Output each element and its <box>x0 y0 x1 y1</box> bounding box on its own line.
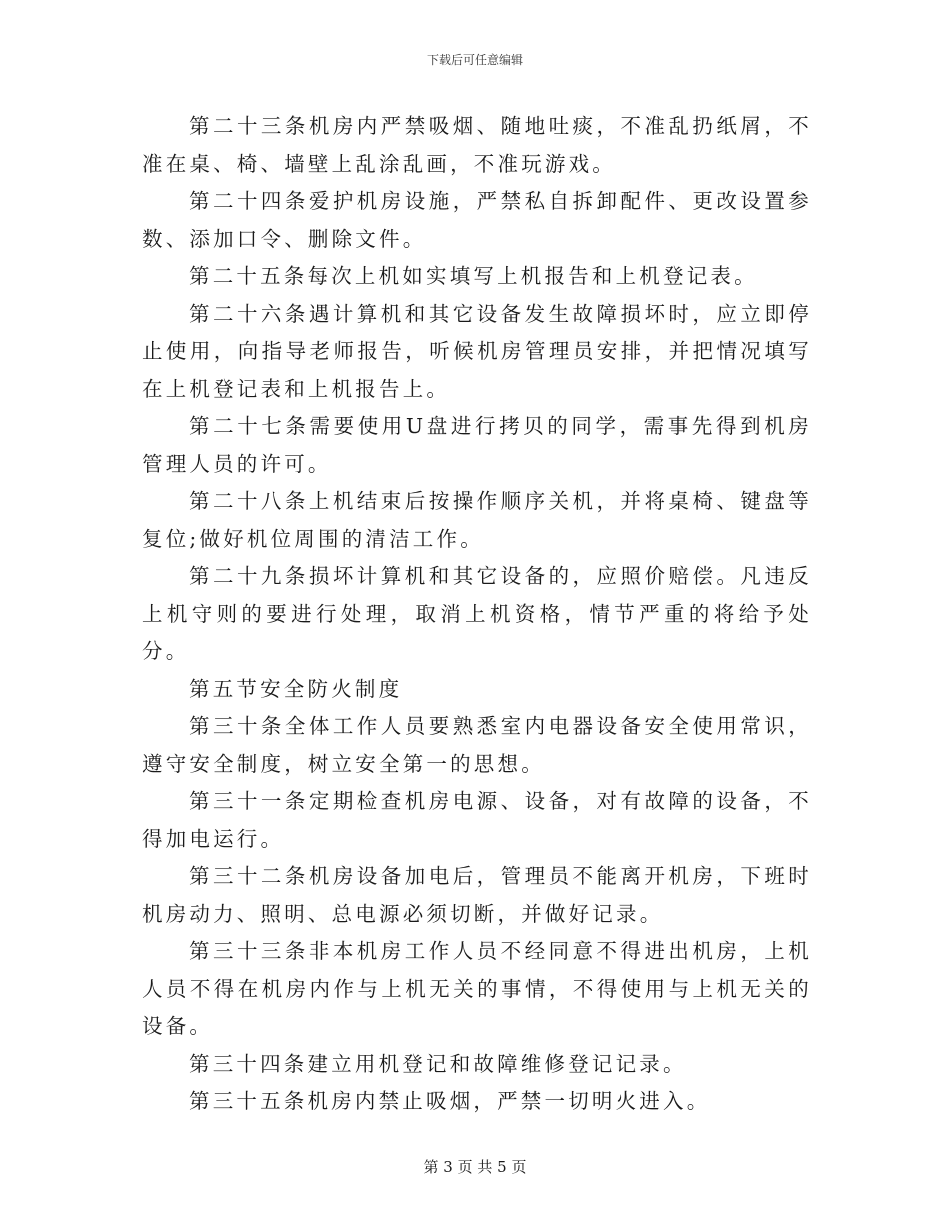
rule-29-paragraph: 第二十九条损坏计算机和其它设备的，应照价赔偿。凡违反上机守则的要进行处理，取消上机资格，情节严重的将给予处分。 <box>142 564 812 663</box>
rule-27-paragraph: 第二十七条需要使用U盘进行拷贝的同学，需事先得到机房管理人员的许可。 <box>142 414 812 476</box>
rule-30-paragraph: 第三十条全体工作人员要熟悉室内电器设备安全使用常识，遵守安全制度，树立安全第一的思想。 <box>142 714 812 776</box>
rule-34-paragraph: 第三十四条建立用机登记和故障维修登记记录。 <box>189 1051 687 1076</box>
rule-33-paragraph: 第三十三条非本机房工作人员不经同意不得进出机房，上机人员不得在机房内作与上机无关的事情，不得使用与上机无关的设备。 <box>142 939 812 1038</box>
page-number-footer: 第 3 页 共 5 页 <box>423 1158 527 1176</box>
rule-25-paragraph: 第二十五条每次上机如实填写上机报告和上机登记表。 <box>189 264 758 288</box>
rule-26-paragraph: 第二十六条遇计算机和其它设备发生故障损坏时，应立即停止使用，向指导老师报告，听候机房管理员安排，并把情况填写在上机登记表和上机报告上。 <box>142 301 812 401</box>
rule-28-paragraph: 第二十八条上机结束后按操作顺序关机，并将桌椅、键盘等复位;做好机位周围的清洁工作。 <box>142 489 812 551</box>
section-heading: 第五节安全防火制度 <box>189 676 403 701</box>
document-body <box>142 108 812 1121</box>
rule-35-paragraph: 第三十五条机房内禁止吸烟，严禁一切明火进入。 <box>189 1089 711 1113</box>
rule-31-paragraph: 第三十一条定期检查机房电源、设备，对有故障的设备，不得加电运行。 <box>142 789 812 851</box>
rule-32-paragraph: 第三十二条机房设备加电后，管理员不能离开机房，下班时机房动力、照明、总电源必须切断，并做好记录。 <box>142 864 812 926</box>
rule-23-paragraph: 第二十三条机房内严禁吸烟、随地吐痰，不准乱扔纸屑，不准在桌、椅、墙壁上乱涂乱画，不准玩游戏。 <box>142 114 812 176</box>
rule-24-paragraph: 第二十四条爱护机房设施，严禁私自拆卸配件、更改设置参数、添加口令、删除文件。 <box>142 189 812 251</box>
page-header-note: 下载后可任意编辑 <box>426 53 523 67</box>
